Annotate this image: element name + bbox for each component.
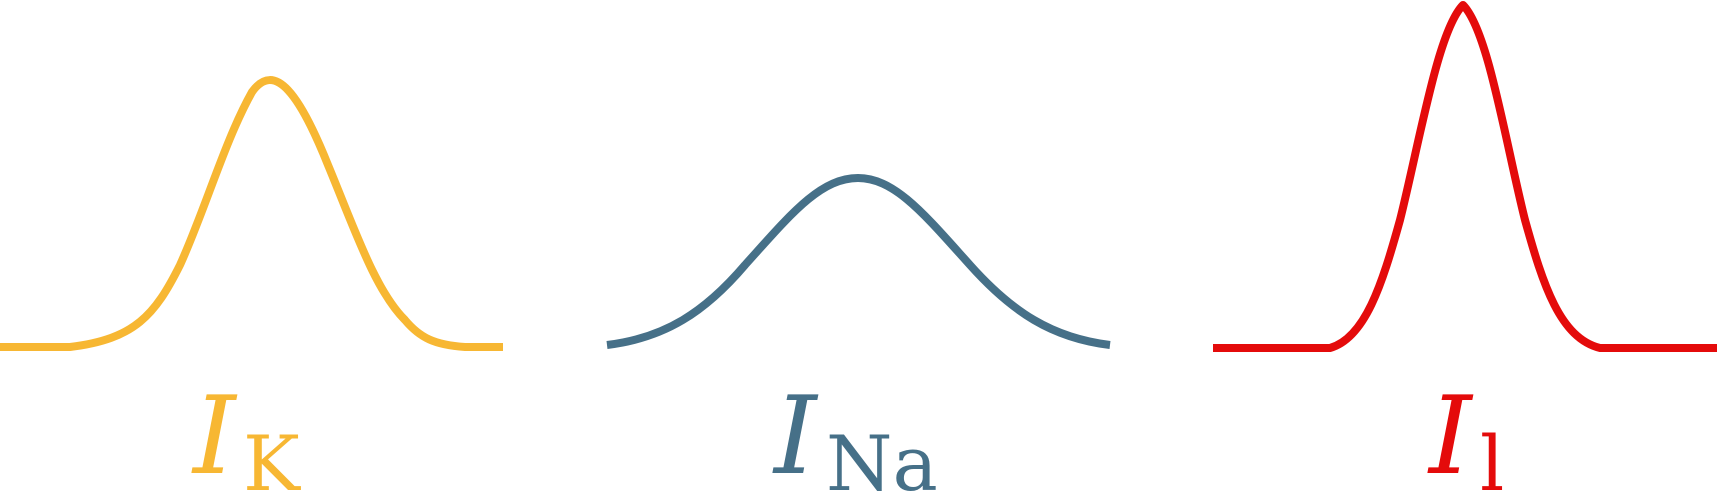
current-l-label xyxy=(1427,374,1504,492)
current-na-label xyxy=(772,374,938,492)
current-k-curve xyxy=(0,80,503,347)
current-l-label-main: I xyxy=(1429,374,1472,492)
current-k-group xyxy=(0,80,503,492)
current-k-label xyxy=(191,374,301,492)
current-na-group xyxy=(607,178,1110,492)
current-na-curve xyxy=(607,178,1110,345)
current-k-label-main: I xyxy=(193,374,236,492)
current-na-label-main: I xyxy=(774,374,817,492)
current-l-curve xyxy=(1213,5,1717,348)
current-k-label-sub: K xyxy=(243,419,300,492)
current-l-label-sub: l xyxy=(1480,419,1505,492)
current-na-label-sub: Na xyxy=(826,419,938,492)
current-l-group xyxy=(1213,5,1717,492)
